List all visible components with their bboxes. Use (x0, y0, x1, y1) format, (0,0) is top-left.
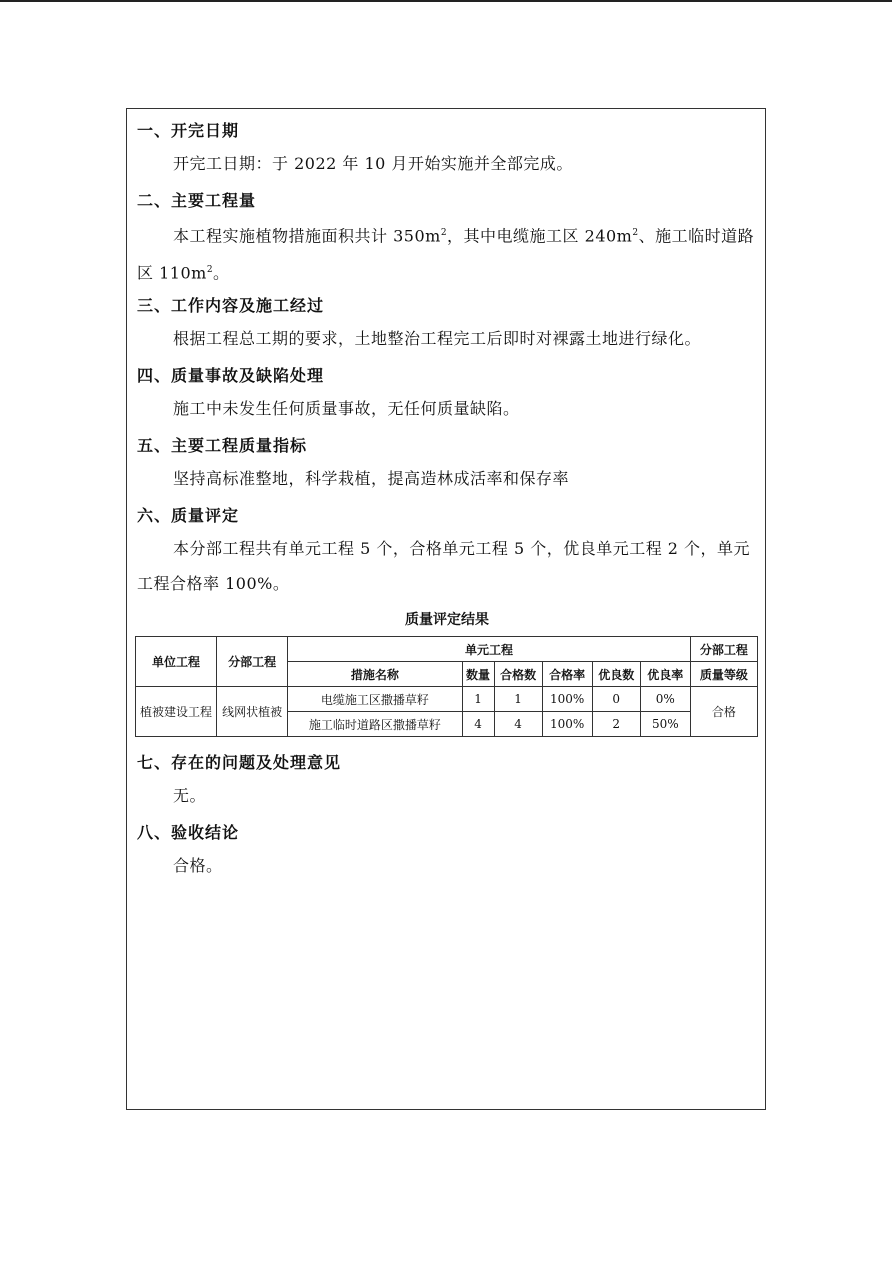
cell-good-rate: 50% (640, 712, 690, 737)
section-7-body: 无。 (173, 786, 207, 805)
section-5-heading: 五、主要工程质量指标 (137, 436, 308, 455)
cell-measure: 电缆施工区撒播草籽 (288, 687, 462, 712)
cell-pass: 4 (494, 712, 542, 737)
header-element-project: 单元工程 (288, 637, 691, 662)
cell-pass: 1 (494, 687, 542, 712)
cell-count: 4 (462, 712, 494, 737)
section-4-heading: 四、质量事故及缺陷处理 (137, 366, 325, 385)
cell-good: 2 (592, 712, 640, 737)
cell-pass-rate: 100% (542, 712, 592, 737)
header-grade-line2: 质量等级 (690, 662, 757, 687)
cell-pass-rate: 100% (542, 687, 592, 712)
cell-good-rate: 0% (640, 687, 690, 712)
page-top-border (0, 0, 892, 2)
header-pass-rate: 合格率 (542, 662, 592, 687)
section-1-heading: 一、开完日期 (137, 121, 240, 140)
section-6-heading: 六、质量评定 (137, 506, 240, 525)
cell-unit-project: 植被建设工程 (136, 687, 217, 737)
section-8-body: 合格。 (173, 856, 223, 875)
section-5-body: 坚持高标准整地，科学栽植，提高造林成活率和保存率 (173, 469, 570, 488)
quality-result-table (135, 636, 758, 737)
section-7-heading: 七、存在的问题及处理意见 (137, 753, 342, 772)
cell-division-project: 线网状植被 (217, 687, 288, 737)
header-division-project: 分部工程 (217, 637, 288, 687)
header-unit-project: 单位工程 (136, 637, 217, 687)
table-caption: 质量评定结果 (405, 612, 489, 628)
table-row (136, 687, 758, 712)
cell-measure: 施工临时道路区撒播草籽 (288, 712, 462, 737)
section-1-body: 开完工日期：于 2022 年 10 月开始实施并全部完成。 (173, 154, 573, 173)
section-2-heading: 二、主要工程量 (137, 191, 257, 210)
section-6-body: 本分部工程共有单元工程 5 个，合格单元工程 5 个，优良单元工程 2 个，单元工程合格率 100%。 (137, 539, 751, 593)
header-measure-name: 措施名称 (288, 662, 462, 687)
report-frame (126, 108, 766, 1110)
section-3-heading: 三、工作内容及施工经过 (137, 296, 325, 315)
header-count: 数量 (462, 662, 494, 687)
header-pass-count: 合格数 (494, 662, 542, 687)
section-2-body: 本工程实施植物措施面积共计 $350m^2$，其中电缆施工区 $240m^2$、施工临时道路区 $110m^2$。 (137, 226, 755, 283)
header-grade-line1: 分部工程 (690, 637, 757, 662)
section-4-body: 施工中未发生任何质量事故，无任何质量缺陷。 (173, 399, 520, 418)
header-good-rate: 优良率 (640, 662, 690, 687)
cell-good: 0 (592, 687, 640, 712)
section-3-body: 根据工程总工期的要求，土地整治工程完工后即时对裸露土地进行绿化。 (173, 329, 702, 348)
cell-grade: 合格 (690, 687, 757, 737)
cell-count: 1 (462, 687, 494, 712)
header-good-count: 优良数 (592, 662, 640, 687)
section-8-heading: 八、验收结论 (137, 823, 240, 842)
